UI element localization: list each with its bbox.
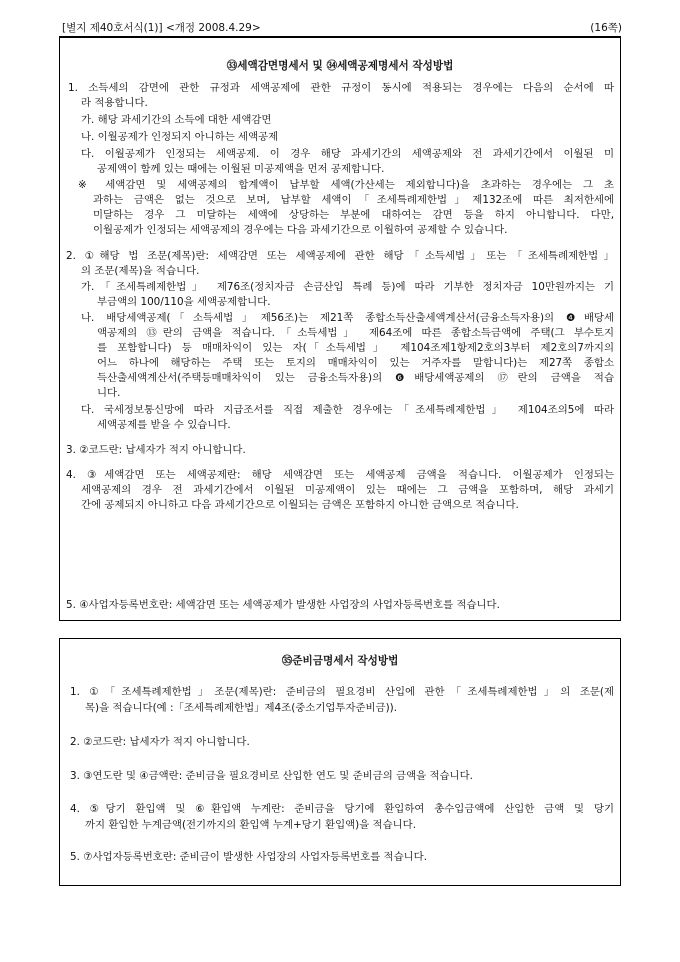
item-2-na-line-3: 를 포함합니다) 등 매매차익이 있는 자(「소득세법」 제104조제1항제2호의3부터 제2호의7까지의 xyxy=(97,342,614,354)
reserve-item-4-line-1: 4. ⑤당기 환입액 및 ⑥환입액 누계란: 준비금을 당기에 환입하여 총수입금액에 산입한 금액 및 당기 xyxy=(70,803,614,815)
item-2-na-line-4: 어느 하나에 해당하는 주택 또는 토지의 매매차익이 있는 거주자를 말합니다)는 제27쪽 종합소 xyxy=(97,357,614,369)
note-line-1: ※ 세액감면 및 세액공제의 합계액이 납부할 세액(가산세는 제외합니다)을 초과하는 경우에는 그 초 xyxy=(78,179,614,191)
item-2-da-line-1: 다. 국세정보통신망에 따라 지급조서를 직접 제출한 경우에는「조세특례제한법」 제104조의5에 따라 xyxy=(81,404,614,416)
item-2-ga-line-1: 가.「조세특례제한법」 제76조(정치자금 손금산입 특례 등)에 따라 기부한 정치자금 10만원까지는 기 xyxy=(81,281,614,293)
item-5: 5. ④사업자등록번호란: 세액감면 또는 세액공제가 발생한 사업장의 사업자등록번호를 적습니다. xyxy=(66,599,500,611)
section-title: ㉟준비금명세서 작성방법 xyxy=(281,655,399,667)
reserve-item-2: 2. ②코드란: 납세자가 적지 아니합니다. xyxy=(70,736,250,748)
reserve-item-3: 3. ③연도란 및 ④금액란: 준비금을 필요경비로 산입한 연도 및 준비금의 금액을 적습니다. xyxy=(70,770,473,782)
item-2-na-line-5: 득산출세액계산서(주택등매매차익이 있는 금융소득자용)의 ❻배당세액공제의 ⑰란의 금액을 적습 xyxy=(97,372,614,384)
reserve-item-1-line-2: 목)을 적습니다(예 :「조세특례제한법」제4조(중소기업투자준비금)). xyxy=(85,702,398,714)
form-number: [별지 제40호서식(1)] <개정 2008.4.29> xyxy=(62,22,261,34)
page-number: (16쪽) xyxy=(590,22,622,34)
note-line-4: 이월공제가 인정되는 세액공제의 경우에는 다음 과세기간으로 이월하여 공제할 수 있습니다. xyxy=(93,224,508,236)
item-2-na-line-2: 액공제의 ⑬란의 금액을 적습니다.「소득세법」 제64조에 따른 종합소득금액에 주택(그 부수토지 xyxy=(97,327,614,339)
reserve-item-5: 5. ⑦사업자등록번호란: 준비금이 발생한 사업장의 사업자등록번호를 적습니다. xyxy=(70,851,428,863)
reserve-item-1-line-1: 1. ①「조세특례제한법」조문(제목)란: 준비금의 필요경비 산입에 관한「조세특례제한법」의 조문(제 xyxy=(70,686,614,698)
item-2-na-line-6: 니다. xyxy=(97,387,121,399)
item-2-line-2: 의 조문(제목)을 적습니다. xyxy=(81,265,200,277)
note-line-3: 미달하는 경우 그 미달하는 세액에 상당하는 부분에 대하여는 감면 등을 하지 아니합니다. 다만, xyxy=(93,209,614,221)
item-2-ga-line-2: 부금액의 100/110을 세액공제합니다. xyxy=(97,296,271,308)
item-1-ga: 가. 해당 과세기간의 소득에 대한 세액감면 xyxy=(81,114,272,126)
item-1-line-1: 1. 소득세의 감면에 관한 규정과 세액공제에 관한 규정이 동시에 적용되는 경우에는 다음의 순서에 따 xyxy=(68,82,614,94)
reserve-item-4-line-2: 까지 환입한 누계금액(전기까지의 환입액 누계+당기 환입액)을 적습니다. xyxy=(85,819,417,831)
note-line-2: 과하는 금액은 없는 것으로 보며, 납부할 세액이「조세특례제한법」제132조에 따른 최저한세에 xyxy=(93,194,614,206)
item-2-da-line-2: 세액공제를 받을 수 있습니다. xyxy=(97,419,231,431)
section-tax-reduction-credit xyxy=(59,36,621,621)
item-1-da-line-2: 공제액이 함께 있는 때에는 이월된 미공제액을 먼저 공제합니다. xyxy=(97,163,385,175)
item-3: 3. ②코드란: 납세자가 적지 아니합니다. xyxy=(66,444,246,456)
item-4-line-1: 4. ③세액감면 또는 세액공제란: 해당 세액감면 또는 세액공제 금액을 적습니다. 이월공제가 인정되는 xyxy=(66,469,614,481)
item-1-da-line-1: 다. 이월공제가 인정되는 세액공제. 이 경우 해당 과세기간의 세액공제와 전 과세기간에서 이월된 미 xyxy=(81,148,614,160)
item-1-na: 나. 이월공제가 인정되지 아니하는 세액공제 xyxy=(81,131,279,143)
item-1-line-2: 라 적용합니다. xyxy=(81,97,148,109)
section-reserve xyxy=(59,638,621,886)
item-2-line-1: 2. ①해당 법 조문(제목)란: 세액감면 또는 세액공제에 관한 해당「소득세법」또는「조세특례제한법」 xyxy=(66,250,614,262)
item-4-line-3: 간에 공제되지 아니하고 다음 과세기간으로 이월되는 금액은 포함하지 아니한 금액으로 적습니다. xyxy=(81,499,519,511)
item-4-line-2: 세액공제의 경우 전 과세기간에서 이월된 미공제액이 있는 때에는 그 금액을 포함하며, 해당 과세기 xyxy=(81,484,614,496)
section-title: ㉝세액감면명세서 및 ㉞세액공제명세서 작성방법 xyxy=(226,60,454,72)
item-2-na-line-1: 나. 배당세액공제(「소득세법」제56조)는 제21쪽 종합소득산출세액계산서(금융소득자용)의 ❹배당세 xyxy=(81,312,614,324)
